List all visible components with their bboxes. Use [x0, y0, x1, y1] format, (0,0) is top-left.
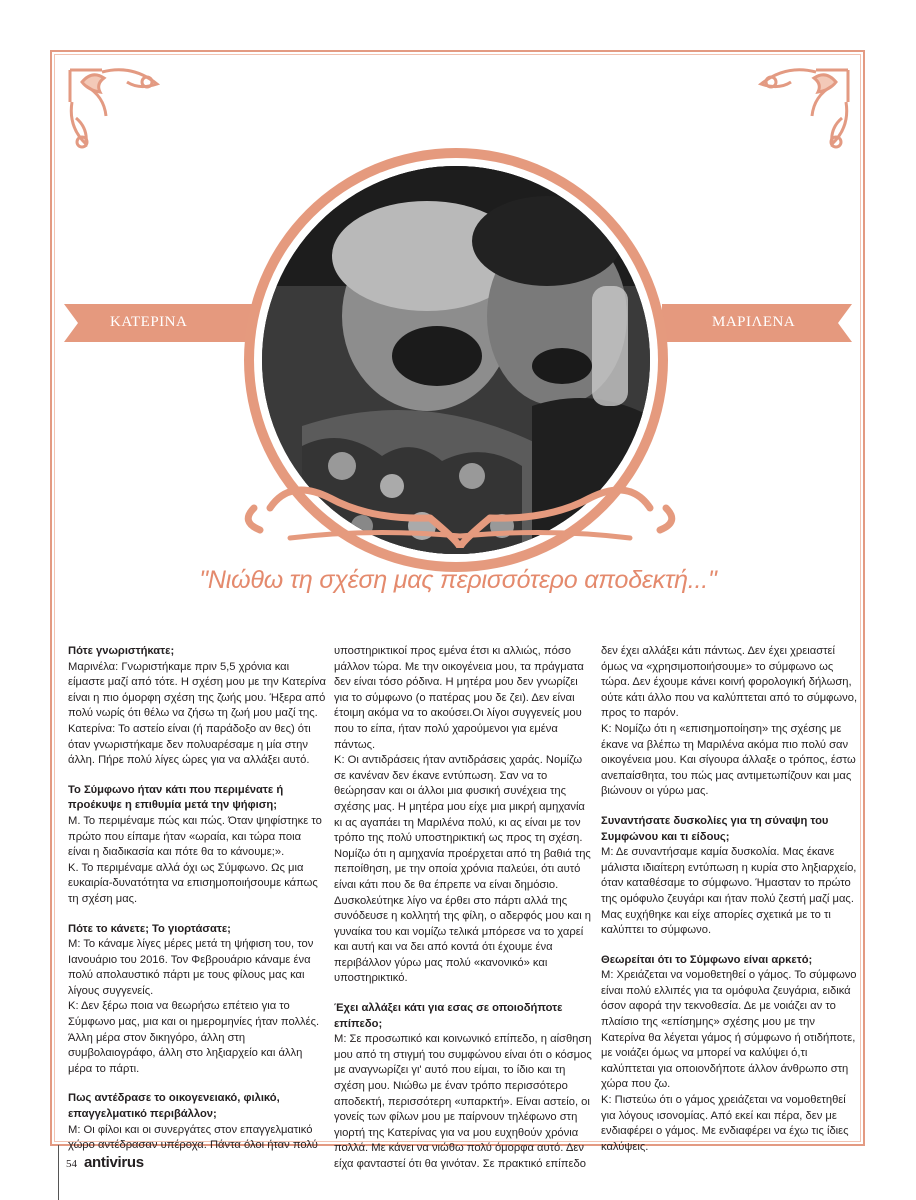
pull-quote: "Νιώθω τη σχέση μας περισσότερο αποδεκτή..." [199, 566, 717, 594]
name-left: ΚΑΤΕΡΙΝΑ [110, 314, 188, 330]
corner-ornament-icon [746, 62, 856, 152]
answer-paragraph: Μ. Το περιμέναμε πώς και πώς. Όταν ψηφίστηκε το πρώτο που είπαμε ήταν «ωραία, και τώρα ποια είναι η διαδικασία και πότε θα το κάνουμε;». [68, 814, 322, 859]
answer-paragraph: Μαρινέλα: Γνωριστήκαμε πριν 5,5 χρόνια και είμαστε μαζί από τότε. Η σχέση μου με την Κατερίνα είναι η πιο όμορφη σχέση της ζωής μου. Ήξερα από πολύ νωρίς ότι θέλω να ζήσω τη ζωή μου μαζί της. [68, 660, 326, 720]
corner-ornament-icon [62, 62, 172, 152]
answer-paragraph: δεν έχει αλλάξει κάτι πάντως. Δεν έχει χρειαστεί όμως να «χρησιμοποιήσουμε» το σύμφωνο ως τώρα. Δεν έχουμε κάνει κοινή φορολογική δήλωση, ούτε κάτι άλλο που να καλύπτεται από το σύμφωνο, προς το παρόν. [601, 645, 858, 720]
answer-paragraph: Κατερίνα: Το αστείο είναι (ή παράδοξο αν θες) ότι όταν γνωριστήκαμε δεν πολυαρέσαμε η μία στην άλλη. Πήρε πολύ λίγες ώρες για να αλλάξει αυτό. [68, 722, 311, 767]
answer-paragraph: Κ. Το περιμέναμε αλλά όχι ως Σύμφωνο. Ως μια ευκαιρία-δυνατότητα να επισημοποιήσουμε κάπως τη σχέση μας. [68, 861, 318, 905]
answer-paragraph: Κ: Νομίζω ότι η «επισημοποίηση» της σχέσης με έκανε να βλέπω τη Μαριλένα ακόμα πιο πολύ σαν οικογένεια μου. Και σίγουρα άλλαξε ο τρόπος, έστω ανεπαίσθητα, του πώς μας αντιμετωπίζουν και μας βιώνουν οι γύρω μας. [601, 722, 856, 798]
paragraph-gap [601, 800, 859, 814]
answer-paragraph: Κ: Δεν ξέρω ποια να θεωρήσω επέτειο για το Σύμφωνο μας, μια και οι ημερομηνίες ήταν πολλές. Άλλη μέρα στον δικηγόρο, άλλη στη συμβολαιογράφο, άλλη στο ληξιαρχείο και άλλη μέρα το πάρτι. [68, 1000, 320, 1075]
answer-paragraph: Κ: Πιστεύω ότι ο γάμος χρειάζεται να νομοθετηθεί για λόγους ισονομίας. Από εκεί και πέρα, δεν με ενδιαφέρει ο γάμος. Με ενδιαφέρει να έχω τις ίδιες καλύψεις. [601, 1094, 849, 1153]
paragraph-gap [68, 1077, 326, 1091]
footer-rule [58, 1145, 59, 1200]
paragraph-gap [68, 908, 326, 922]
paragraph-gap [334, 987, 592, 1001]
paragraph-gap [601, 939, 859, 953]
text-column-2 [334, 644, 592, 1173]
answer-paragraph: Μ: Σε προσωπικό και κοινωνικό επίπεδο, η αίσθηση μου από τη στιγμή του συμφώνου είναι ότι ο κόσμος με αναγνωρίζει γι' αυτό που είμαι, το ίδιο και τη σχέση μου. Νιώθω με έναν τρόπο περισσότερο αποδεκτή, περισσότερη «υπαρκτή». Είναι αστείο, οι γονείς των φίλων μου με παίρνουν τηλέφωνο στη γιορτή της Κατερίνας για να μου ευχηθούν χρόνια πολλά. Με κάνει να νιώθω πολύ όμορφα αυτό. Δεν είχα φανταστεί ότι θα γινόταν. Σε πρακτικό επίπεδο [334, 1033, 592, 1170]
question-heading: Πότε γνωριστήκατε; [68, 645, 175, 657]
answer-paragraph: Μ: Το κάναμε λίγες μέρες μετά τη ψήφιση του, τον Ιανουάριο του 2016. Τον Φεβρουάριο κάναμε ένα πολύ απολαυστικό πάρτι με τους φίλους μας και λίγους συγγενείς. [68, 938, 314, 997]
answer-paragraph: Μ: Οι φίλοι και οι συνεργάτες στον επαγγελματικό χώρο αντέδρασαν υπέροχα. Πάντα όλοι ήταν πολύ [68, 1123, 318, 1152]
question-heading: Το Σύμφωνο ήταν κάτι που περιμένατε ή προέκυψε η επιθυμία μετά την ψήφιση; [68, 783, 284, 812]
question-heading: Θεωρείται ότι το Σύμφωνο είναι αρκετό; [601, 953, 813, 966]
name-right: ΜΑΡΙΛΕΝΑ [712, 314, 796, 330]
answer-paragraph: Κ: Οι αντιδράσεις ήταν αντιδράσεις χαράς. Νομίζω σε κανέναν δεν έκανε εντύπωση. Σαν να το θεώρησαν και οι άλλοι μια φυσική συνέχεια της σχέσης μας. Η μητέρα μου είχε μια μικρή αμηχανία κι ας αγαπάει τη Μαριλένα πολύ, κι ας είναι με τον τρόπο της πολύ υποστηρικτική ως προς τη σχέση. Νομίζω ότι η αμηχανία προέρχεται από τη βαθιά της πεποίθηση, με την οποία χρόνια παλεύει, ότι αυτό είναι κάτι που δε θα έπρεπε να είναι δημόσιο. Δυσκολεύτηκε λίγο να έρθει στο πάρτι αλλά της συνόδευσε η κολλητή της φίλη, ο αδερφός μου και η γυναίκα του και νομίζω τελικά μπόρεσε να το χαρεί και αυτή και να δει από κοντά ότι έχουμε ένα περιβάλλον γύρω μας πολύ «κανονικό» και υποστηρικτικό. [334, 754, 592, 985]
question-heading: Έχει αλλάξει κάτι για εσας σε οποιοδήποτε επίπεδο; [334, 1002, 563, 1030]
question-heading: Πότε το κάνετε; Το γιορτάσατε; [68, 922, 231, 935]
page-number: 54 [66, 1158, 77, 1170]
ornament-flourish-icon [230, 468, 690, 558]
text-column-3 [601, 644, 859, 1155]
answer-paragraph: Μ: Δε συναντήσαμε καμία δυσκολία. Μας έκανε μάλιστα ιδιαίτερη εντύπωση η κυρία στο ληξιαρχείο, όταν καταθέσαμε το σύμφωνο. Ήμασταν το πρώτο της ομόφυλο ζευγάρι και ήταν πολύ ζεστή μαζί μας. Μας ευχήθηκε και είχε απορίες σχετικά με το τι καλύπτει το σύμφωνο. [601, 846, 857, 937]
answer-paragraph: Μ: Χρειάζεται να νομοθετηθεί ο γάμος. Το σύμφωνο είναι πολύ ελλιπές για τα ομόφυλα ζευγάρια, ειδικά όσον αφορά την τεκνοθεσία. Δε με νοιάζει αν το πλαίσιο της «επίσημης» σχέσης μου με την Κατερίνα θα λέγεται γάμος ή σύμφωνο ή οτιδήποτε, με νοιάζει όμως να μπορεί να καλύψει ό,τι καλύπτεται για οποιονδήποτε άλλον άνθρωπο στη χώρα που ζω. [601, 969, 857, 1091]
question-heading: Συναντήσατε δυσκολίες για τη σύναψη του Συμφώνου και τι είδους; [601, 814, 829, 843]
magazine-name: antivirus [84, 1154, 144, 1171]
paragraph-gap [68, 769, 326, 783]
answer-paragraph: υποστηρικτικοί προς εμένα έτσι κι αλλιώς, πόσο μάλλον τώρα. Με την οικογένεια μου, τα πράγματα δεν είναι τόσο ρόδινα. Η μητέρα μου δεν γνωρίζει για το σύμφωνο (ο πατέρας μου δε ζει). Δεν είναι έτοιμη ακόμα να το ακούσει.Οι λίγοι συγγενείς μου που το είπα, ήταν πολύ χαρούμενοι για εμένα πάντως. [334, 645, 584, 751]
text-column-1 [68, 644, 326, 1154]
question-heading: Πως αντέδρασε το οικογενειακό, φιλικό, επαγγελματικό περιβάλλον; [68, 1092, 280, 1121]
